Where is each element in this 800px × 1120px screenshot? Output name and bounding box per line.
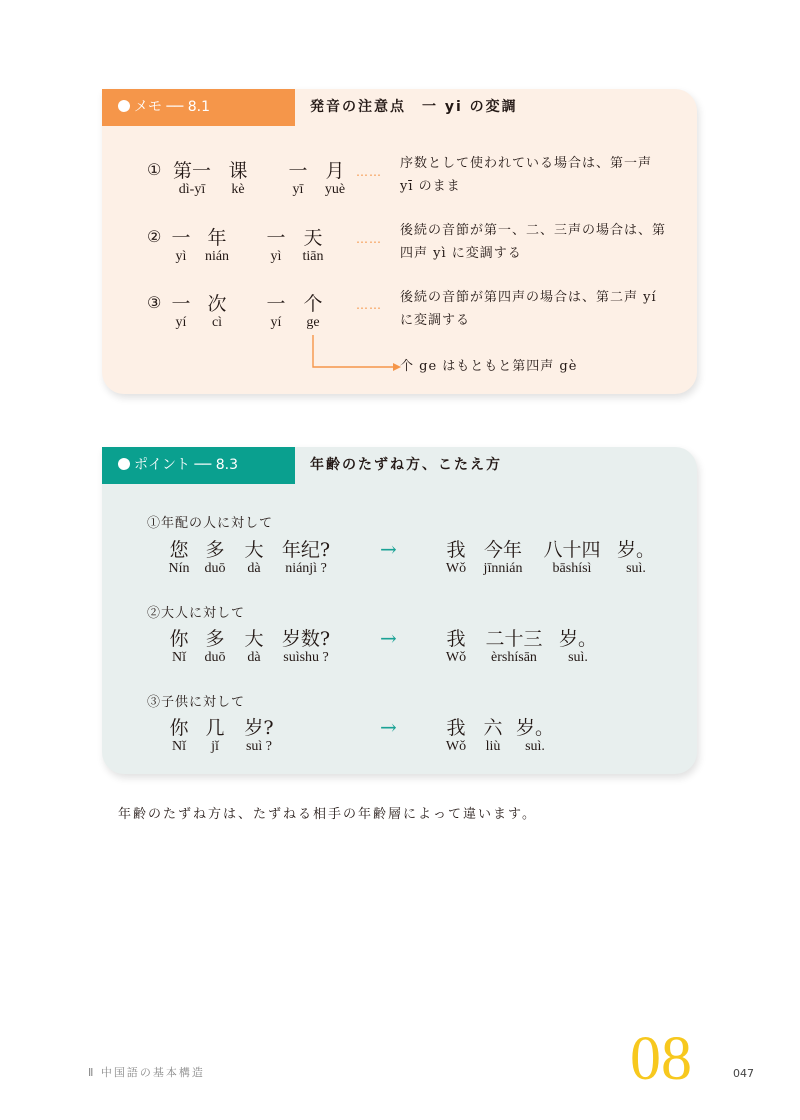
hanzi: 一 (171, 293, 191, 315)
word (559, 629, 597, 666)
pinyin: yì (175, 249, 187, 264)
hanzi: 二十三 (485, 628, 543, 650)
row-label: ①年配の人に対して (147, 516, 274, 531)
word (446, 718, 466, 755)
word (485, 629, 542, 666)
point-label: ポイント ── 8.3 (134, 457, 239, 473)
word (303, 294, 322, 331)
leader-dots: …… (356, 165, 382, 179)
arrow-connector-icon (307, 333, 402, 373)
pinyin: suì. (568, 650, 588, 665)
word (244, 540, 263, 577)
hanzi: 八十四 (543, 539, 601, 561)
word (266, 294, 285, 331)
word (303, 228, 324, 265)
hanzi: 你 (169, 717, 189, 739)
hanzi: 一 (266, 293, 286, 315)
word (169, 629, 188, 666)
arrow-right-icon: → (380, 626, 397, 650)
arrow-right-icon: → (380, 715, 397, 739)
hanzi: 一 (266, 227, 286, 249)
word (173, 161, 211, 198)
hanzi: 岁。 (558, 628, 598, 650)
pinyin: dà (247, 561, 261, 576)
pinyin: yī (292, 182, 304, 197)
hanzi: 第一 (172, 160, 212, 182)
pinyin: dì-yī (178, 182, 206, 197)
point-title: 年齢のたずね方、こたえ方 (310, 457, 502, 473)
section-title: Ⅱ 中国語の基本構造 (88, 1066, 205, 1079)
explanation: 後続の音節が第一、二、三声の場合は、第四声 yì に変調する (400, 223, 667, 261)
hanzi: 年 (207, 227, 227, 249)
pinyin: duō (204, 650, 226, 665)
pinyin: liù (485, 739, 501, 754)
word (543, 540, 600, 577)
pinyin: suì. (626, 561, 646, 576)
hanzi: 岁。 (616, 539, 656, 561)
pinyin: tiān (302, 249, 324, 264)
pinyin: ge (306, 315, 320, 330)
word (288, 161, 307, 198)
point-box (102, 447, 697, 774)
bullet-icon (118, 100, 130, 112)
word (171, 294, 190, 331)
hanzi: 月 (325, 160, 345, 182)
memo-header (102, 89, 295, 126)
hanzi: 年纪? (281, 539, 331, 561)
pinyin: Wǒ (445, 650, 467, 665)
hanzi: 岁? (244, 717, 274, 739)
word (266, 228, 285, 265)
explanation: 序数として使われている場合は、第一声 yī のまま (400, 156, 653, 194)
hanzi: 六 (483, 717, 503, 739)
word (446, 629, 466, 666)
word (446, 540, 466, 577)
hanzi: 我 (446, 717, 466, 739)
pinyin: èrshísān (491, 650, 537, 665)
hanzi: 我 (446, 539, 466, 561)
pinyin: Wǒ (445, 561, 467, 576)
word (244, 718, 273, 755)
memo-label: メモ ── 8.1 (134, 99, 211, 115)
bullet-icon (118, 458, 130, 470)
hanzi: 次 (207, 293, 227, 315)
pinyin: suì ? (245, 739, 273, 754)
word (207, 294, 226, 331)
hanzi: 岁。 (515, 717, 555, 739)
hanzi: 一 (171, 227, 191, 249)
page-number: 047 (733, 1067, 754, 1080)
arrow-right-icon: → (380, 537, 397, 561)
hanzi: 大 (244, 628, 264, 650)
pinyin: Nǐ (171, 650, 186, 665)
word (483, 718, 502, 755)
hanzi: 您 (169, 539, 189, 561)
note: 个 ge はもともと第四声 gè (400, 359, 578, 374)
hanzi: 大 (244, 539, 264, 561)
pinyin: yí (175, 315, 187, 330)
leader-dots: …… (356, 298, 382, 312)
pinyin: Nǐ (171, 739, 186, 754)
word (282, 540, 330, 577)
explanation: 後続の音節が第四声の場合は、第二声 yí に変調する (400, 290, 657, 328)
word (169, 540, 190, 577)
row-label: ③子供に対して (147, 695, 246, 710)
pinyin: yì (270, 249, 282, 264)
word (325, 161, 345, 198)
pinyin: yí (270, 315, 282, 330)
pinyin: suì. (525, 739, 545, 754)
hanzi: 个 (303, 293, 323, 315)
leader-dots: …… (356, 232, 382, 246)
word (205, 718, 224, 755)
hanzi: 你 (169, 628, 189, 650)
word (205, 540, 226, 577)
hanzi: 多 (205, 628, 225, 650)
word (516, 718, 554, 755)
pinyin: nián (204, 249, 230, 264)
word (171, 228, 190, 265)
hanzi: 多 (205, 539, 225, 561)
memo-box (102, 89, 697, 394)
word (282, 629, 330, 666)
word (169, 718, 188, 755)
pinyin: bāshísì (552, 561, 592, 576)
pinyin: Wǒ (445, 739, 467, 754)
row-number: ③ (147, 293, 162, 312)
pinyin: cì (211, 315, 223, 330)
hanzi: 天 (303, 227, 323, 249)
row-number: ② (147, 227, 162, 246)
point-header (102, 447, 295, 484)
hanzi: 几 (205, 717, 225, 739)
row-number: ① (147, 160, 162, 179)
word (617, 540, 655, 577)
hanzi: 我 (446, 628, 466, 650)
row-label: ②大人に対して (147, 606, 246, 621)
chapter-number: 08 (630, 1025, 692, 1093)
word (484, 540, 523, 577)
pinyin: duō (204, 561, 226, 576)
pinyin: Nín (168, 561, 190, 576)
word (244, 629, 263, 666)
pinyin: kè (231, 182, 245, 197)
word (205, 228, 229, 265)
body-sentence: 年齢のたずね方は、たずねる相手の年齢層によって違います。 (118, 807, 537, 822)
pinyin: suìshu ? (283, 650, 329, 665)
hanzi: 今年 (483, 539, 523, 561)
pinyin: dà (247, 650, 261, 665)
memo-title: 発音の注意点 一 yi の変調 (310, 99, 518, 115)
hanzi: 一 (288, 160, 308, 182)
hanzi: 岁数? (281, 628, 331, 650)
pinyin: jǐ (211, 739, 219, 754)
word (205, 629, 226, 666)
pinyin: jīnnián (483, 561, 523, 576)
word (228, 161, 247, 198)
pinyin: yuè (324, 182, 346, 197)
pinyin: niánjì ? (285, 561, 327, 576)
hanzi: 课 (228, 160, 248, 182)
